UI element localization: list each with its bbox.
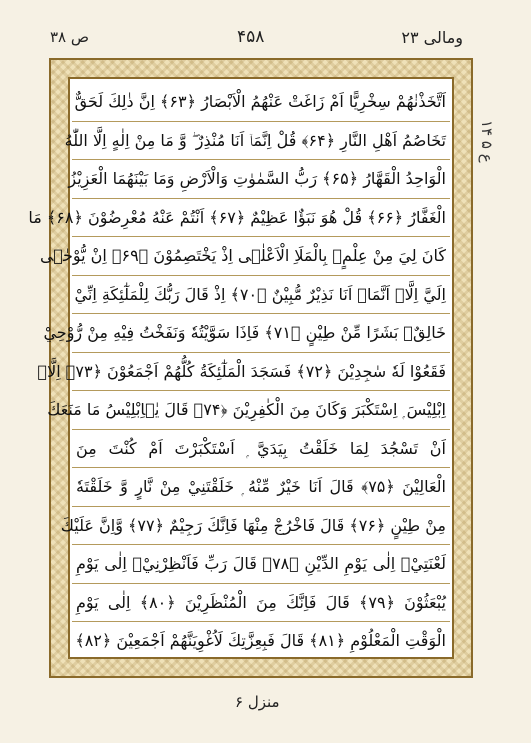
ruku-marker: ع ۵ ۱۴: [478, 120, 496, 163]
page-header: [0, 20, 531, 50]
verse-line: مِنْ طِيْنٍ ﴿۷۶﴾ قَالَ فَاخْرُجْ مِنْهَا فَاِنَّكَ رَجِيْمٌ ﴿۷۷﴾ وَّاِنَّ عَلَيْكَ: [60, 515, 446, 535]
text-panel: [28, 77, 454, 659]
verse-line: الْغَفَّارُ ﴿۶۶﴾ قُلْ هُوَ نَبَؤٌا عَظِيْمٌ ﴿۶۷﴾ اَنْتُمْ عَنْهُ مُعْرِضُوْنَ ﴿۶۸﴾ مَا: [28, 207, 446, 227]
verse-line: يُبْعَثُوْنَ ﴿۷۹﴾ قَالَ فَاِنَّكَ مِنَ الْمُنْظَرِيْنَ ﴿۸۰﴾ اِلٰى يَوْمِ: [76, 592, 447, 612]
verse-line: الْوَقْتِ الْمَعْلُوْمِ ﴿۸۱﴾ قَالَ فَبِعِزَّتِكَ لَاُغْوِيَنَّهُمْ اَجْمَعِيْنَ ﴿۸۲﴾: [75, 631, 446, 650]
verse-line: فَقَعُوْا لَهٗ سٰجِدِيْنَ ﴿۷۲﴾ فَسَجَدَ الْمَلٰٓئِكَةُ كُلُّهُمْ اَجْمَعُوْنَ ﴿۷۳﴾ اِلَّاۤ: [37, 361, 446, 381]
ornamental-border: [28, 58, 473, 678]
verse-line: اَتَّخَذْنٰهُمْ سِخْرِيًّا اَمْ زَاغَتْ عَنْهُمُ الْاَبْصَارُ ﴿۶۳﴾ اِنَّ ذٰلِكَ لَحَقٌّ: [74, 92, 446, 111]
verse-line: تَخَاصُمُ اَهْلِ النَّارِ ﴿۶۴﴾ قُلْ اِنَّمَاۤ اَنَا مُنْذِرٌ ۖ وَّ مَا مِنْ اِلٰهٍ اِلَّا اللّٰهُ: [64, 130, 446, 150]
para-label: ومالی ۲۳: [401, 28, 463, 47]
verse-line: اَنْ تَسْجُدَ لِمَا خَلَقْتُ بِيَدَيَّ ۭ اَسْتَكْبَرْتَ اَمْ كُنْتَ مِنَ: [76, 438, 446, 458]
verse-line: اِلَيَّ اِلَّاۤ اَنَّمَاۤ اَنَا نَذِيْرٌ مُّبِيْنٌ ﴿۷۰﴾ اِذْ قَالَ رَبُّكَ لِلْمَلٰٓئِكَةِ اِنِّيْ: [74, 284, 446, 304]
page-number: ۴۵۸: [237, 27, 265, 47]
verse-line: لَعْنَتِيْۤ اِلٰى يَوْمِ الدِّيْنِ ﴿۷۸﴾ قَالَ رَبِّ فَاَنْظِرْنِيْۤ اِلٰى يَوْمِ: [76, 554, 447, 573]
surah-label: ص ۳۸: [50, 28, 90, 46]
verse-line: اِبْلِيْسَ ۭ اِسْتَكْبَرَ وَكَانَ مِنَ الْكٰفِرِيْنَ ﴿۷۴﴾ قَالَ يٰۤاِبْلِيْسُ مَا مَنَعَكَ: [47, 400, 446, 419]
manzil-label: منزل ۶: [235, 693, 280, 711]
verse-line: خَالِقٌۢ بَشَرًا مِّنْ طِيْنٍ ﴿۷۱﴾ فَاِذَا سَوَّيْتُهٗ وَنَفَخْتُ فِيْهِ مِنْ رُّوْحِيْ: [43, 323, 446, 342]
verse-line: الْوَاحِدُ الْقَهَّارُ ﴿۶۵﴾ رَبُّ السَّمٰوٰتِ وَالْاَرْضِ وَمَا بَيْنَهُمَا الْعَزِيْزُ: [68, 169, 446, 188]
verse-line: الْعَالِيْنَ ﴿۷۵﴾ قَالَ اَنَا خَيْرٌ مِّنْهُ ۭ خَلَقْتَنِيْ مِنْ نَّارٍ وَّ خَلَقْتَهٗ: [76, 477, 446, 496]
verse-line: كَانَ لِيَ مِنْ عِلْمٍۢ بِالْمَلَاِ الْاَعْلٰۤى اِذْ يَخْتَصِمُوْنَ ﴿۶۹﴾ اِنْ يُّوْحٰۤى: [40, 246, 446, 265]
